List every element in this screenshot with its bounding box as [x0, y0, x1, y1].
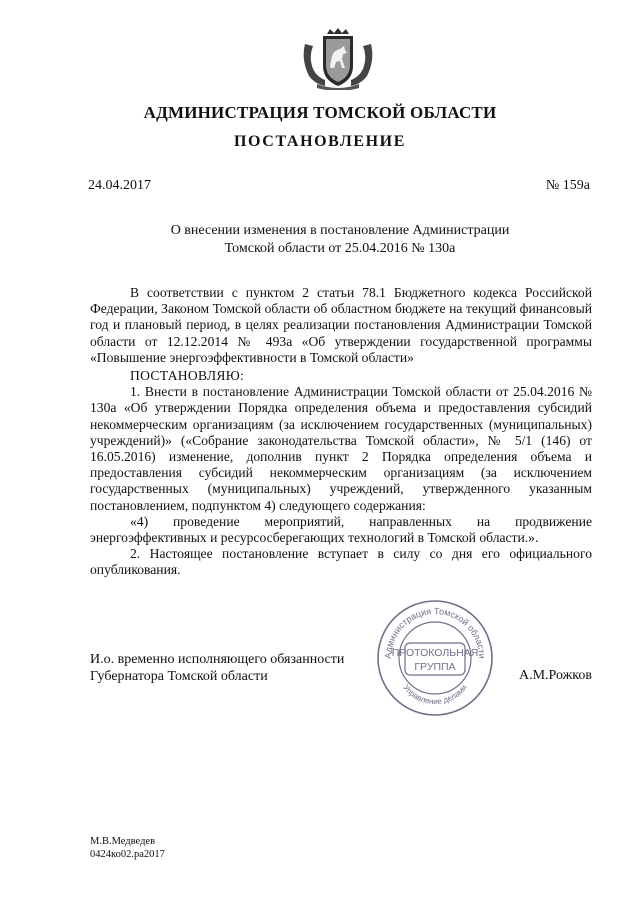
coat-of-arms-icon: [299, 26, 377, 90]
document-subject: [150, 222, 530, 258]
signatory-position: [90, 651, 344, 685]
stamp-outer-bottom-text: Управление делами: [401, 683, 469, 707]
item-1-paragraph: 1. Внести в постановление Администрации Томской области от 25.04.2016 № 130а «Об утверждении Порядка определения объема и предоставления субсидий некоммерческим организациям (за исключением государственных (муниципальных) учреждений)» («Собрание законодательства Томской области», № 5/1 (146) от 16.05.2016) изменение, дополнив пункт 2 Порядка определения объема и предоставления субсидий некоммерческим организациям (за исключением государственных (муниципальных) учреждений, утвержденного указанным постановлением, подпунктом 4) следующего содержания:: [90, 384, 592, 513]
stamp-center-line-2: ГРУППА: [414, 661, 456, 673]
document-body: [90, 285, 592, 579]
stamp-outer-top-text: Администрация Томской области: [382, 605, 488, 659]
document-date: 24.04.2017: [88, 178, 151, 193]
signatory-position-line: Губернатора Томской области: [90, 669, 268, 684]
document-number: № 159а: [545, 178, 590, 193]
preamble-paragraph: В соответствии с пунктом 2 статьи 78.1 Бюджетного кодекса Российской Федерации, Законом Томской области об областном бюджете на текущий финансовый год и плановый период, в целях реализации постановления Администрации Томской области от 12.12.2014 № 493а «Об утверждении государственной программы «Повышение энергоэффективности в Томской области»: [90, 285, 592, 365]
decree-heading: ПОСТАНОВЛЯЮ:: [130, 368, 245, 384]
official-stamp: [374, 597, 496, 719]
document-footer: [90, 835, 165, 861]
subject-line: О внесении изменения в постановление Администрации: [170, 223, 510, 238]
subject-line: Томской области от 25.04.2016 № 130а: [224, 241, 456, 256]
stamp-center-line-1: ПРОТОКОЛЬНАЯ: [391, 647, 479, 659]
document-type: ПОСТАНОВЛЕНИЕ: [234, 133, 406, 150]
organization-title: АДМИНИСТРАЦИЯ ТОМСКОЙ ОБЛАСТИ: [143, 103, 497, 122]
item-1-quote-paragraph: «4) проведение мероприятий, направленных на продвижение энергоэффективных и ресурсосберегающих технологий в Томской области.».: [90, 513, 592, 546]
footer-code: 0424ко02.ра2017: [90, 849, 165, 860]
item-2-paragraph: 2. Настоящее постановление вступает в силу со дня его официального опубликования.: [90, 546, 592, 578]
signatory-name: А.М.Рожков: [518, 668, 592, 683]
signatory-position-line: И.о. временно исполняющего обязанности: [90, 652, 345, 667]
footer-author: М.В.Медведев: [90, 836, 156, 847]
